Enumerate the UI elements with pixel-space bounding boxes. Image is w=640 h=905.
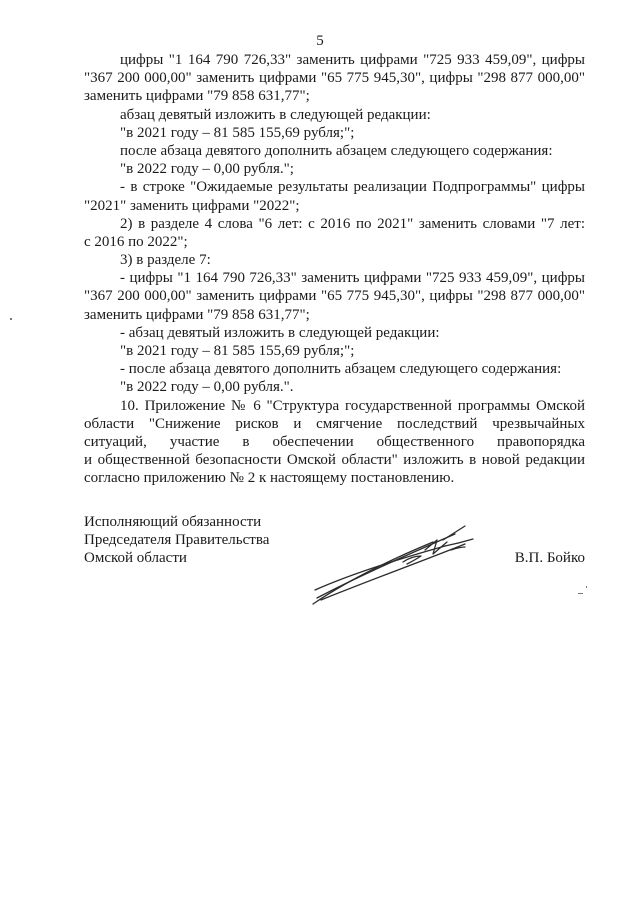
body-line: согласно приложению № 2 к настоящему постановлению. [84,470,455,487]
body-line: - цифры "1 164 790 726,33" заменить цифрами "725 933 459,09", цифры [120,270,585,287]
page-number: 5 [316,33,324,49]
body-line: 10. Приложение № 6 "Структура государственной программы Омской [120,397,585,414]
body-line: "в 2021 году – 81 585 155,69 рубля;"; [120,343,355,359]
handwritten-signature [305,520,490,610]
scan-speck [586,586,587,588]
body-line: - после абзаца девятого дополнить абзацем следующего содержания: [120,361,562,378]
body-line: после абзаца девятого дополнить абзацем следующего содержания: [120,142,553,159]
body-line: ситуаций, участие в обеспечении общественного правопорядка [84,433,585,450]
body-line: заменить цифрами "79 858 631,77"; [84,88,310,105]
body-line: "в 2022 году – 0,00 рубля."; [120,161,294,178]
body-line: "в 2022 году – 0,00 рубля.". [120,379,294,396]
signatory-position-line-3: Омской области [84,550,187,567]
scan-speck [578,593,583,594]
signatory-position-line-2: Председателя Правительства [84,532,270,549]
body-line: заменить цифрами "79 858 631,77"; [84,306,310,323]
body-line: 3) в разделе 7: [120,252,211,269]
scan-speck [10,318,12,320]
signature-block-title [84,513,269,568]
body-line: цифры "1 164 790 726,33" заменить цифрами "725 933 459,09", цифры [120,52,585,68]
body-line: - абзац девятый изложить в следующей редакции: [120,324,440,341]
body-line: области "Снижение рисков и смягчение последствий чрезвычайных [84,415,585,432]
signatory-position-line-1: Исполняющий обязанности [84,514,262,530]
body-line: и общественной безопасности Омской области" изложить в новой редакции [84,452,585,469]
body-text [84,51,585,488]
body-line: "2021" заменить цифрами "2022"; [84,197,300,214]
body-line: абзац девятый изложить в следующей редакции: [120,106,431,123]
body-line: "в 2021 году – 81 585 155,69 рубля;"; [120,124,355,141]
body-line: с 2016 по 2022"; [84,233,188,250]
body-line: 2) в разделе 4 слова "6 лет: с 2016 по 2021" заменить словами "7 лет: [120,215,585,232]
body-line: "367 200 000,00" заменить цифрами "65 775 945,30", цифры "298 877 000,00" [84,288,585,305]
body-line: "367 200 000,00" заменить цифрами "65 775 945,30", цифры "298 877 000,00" [84,70,585,87]
body-line: - в строке "Ожидаемые результаты реализации Подпрограммы" цифры [120,179,585,196]
signer-name: В.П. Бойко [514,550,585,566]
